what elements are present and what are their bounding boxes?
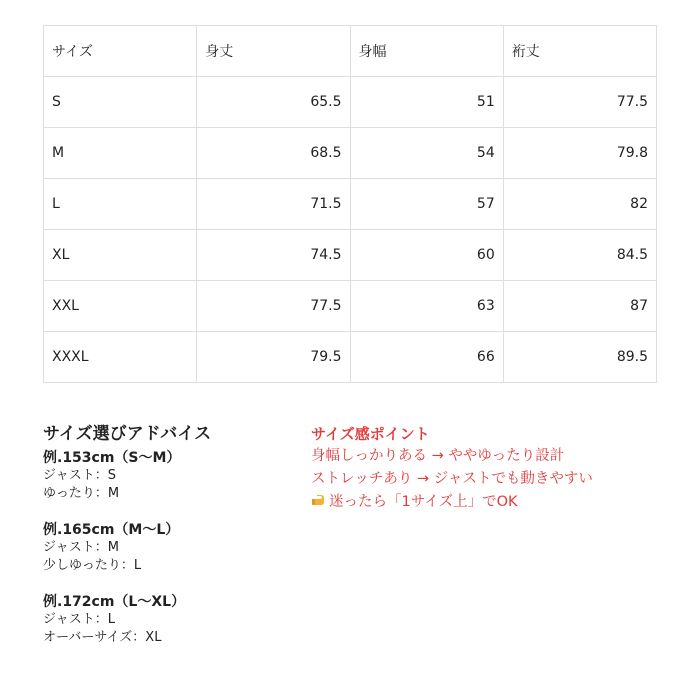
body-length-cell: 74.5 (197, 230, 350, 281)
example-line: ジャスト：S (43, 468, 116, 483)
size-cell: M (44, 128, 197, 179)
example-line: オーバーサイズ：XL (43, 630, 162, 645)
advice-example (43, 449, 303, 503)
body-width-cell: 54 (350, 128, 503, 179)
body-width-cell: 57 (350, 179, 503, 230)
body-width-cell: 63 (350, 281, 503, 332)
size-cell: L (44, 179, 197, 230)
table-row (44, 230, 657, 281)
body-width-cell: 51 (350, 77, 503, 128)
body-width-cell: 60 (350, 230, 503, 281)
table-row (44, 128, 657, 179)
advice-example (43, 593, 303, 647)
body-width-cell: 66 (350, 332, 503, 383)
header-body-width: 身幅 (350, 26, 503, 77)
example-line: 少しゆったり：L (43, 558, 142, 573)
table-header-row (44, 26, 657, 77)
sleeve-length-cell: 84.5 (503, 230, 656, 281)
table-row (44, 332, 657, 383)
body-length-cell: 71.5 (197, 179, 350, 230)
size-cell: XL (44, 230, 197, 281)
header-body-length: 身丈 (197, 26, 350, 77)
point-line-text: 迷ったら「1サイズ上」でOK (329, 494, 518, 510)
advice-title: サイズ選びアドバイス (43, 424, 212, 444)
table-row (44, 281, 657, 332)
size-cell: S (44, 77, 197, 128)
example-line: ゆったり：M (43, 486, 120, 501)
example-line: ジャスト：L (43, 612, 115, 627)
body-length-cell: 65.5 (197, 77, 350, 128)
size-cell: XXL (44, 281, 197, 332)
example-height-heading: 例.172cm（L〜XL） (43, 594, 186, 610)
point-line: 身幅しっかりある → ややゆったり設計 (311, 448, 565, 464)
points-title: サイズ感ポイント (311, 425, 430, 443)
body-length-cell: 77.5 (197, 281, 350, 332)
size-chart-table (43, 25, 657, 383)
size-points-section (311, 424, 671, 514)
body-length-cell: 79.5 (197, 332, 350, 383)
sleeve-length-cell: 77.5 (503, 77, 656, 128)
example-line: ジャスト：M (43, 540, 119, 555)
table-row (44, 77, 657, 128)
size-cell: XXXL (44, 332, 197, 383)
header-sleeve-length: 裄丈 (503, 26, 656, 77)
body-length-cell: 68.5 (197, 128, 350, 179)
pointing-hand-icon (311, 491, 327, 514)
point-line: ストレッチあり → ジャストでも動きやすい (311, 471, 593, 487)
point-line-with-icon (311, 491, 671, 514)
table-row (44, 179, 657, 230)
sleeve-length-cell: 82 (503, 179, 656, 230)
example-height-heading: 例.165cm（M〜L） (43, 522, 180, 538)
sleeve-length-cell: 89.5 (503, 332, 656, 383)
sleeve-length-cell: 87 (503, 281, 656, 332)
header-size: サイズ (44, 26, 197, 77)
size-advice-section (43, 424, 303, 665)
sleeve-length-cell: 79.8 (503, 128, 656, 179)
example-height-heading: 例.153cm（S〜M） (43, 450, 181, 466)
advice-example (43, 521, 303, 575)
